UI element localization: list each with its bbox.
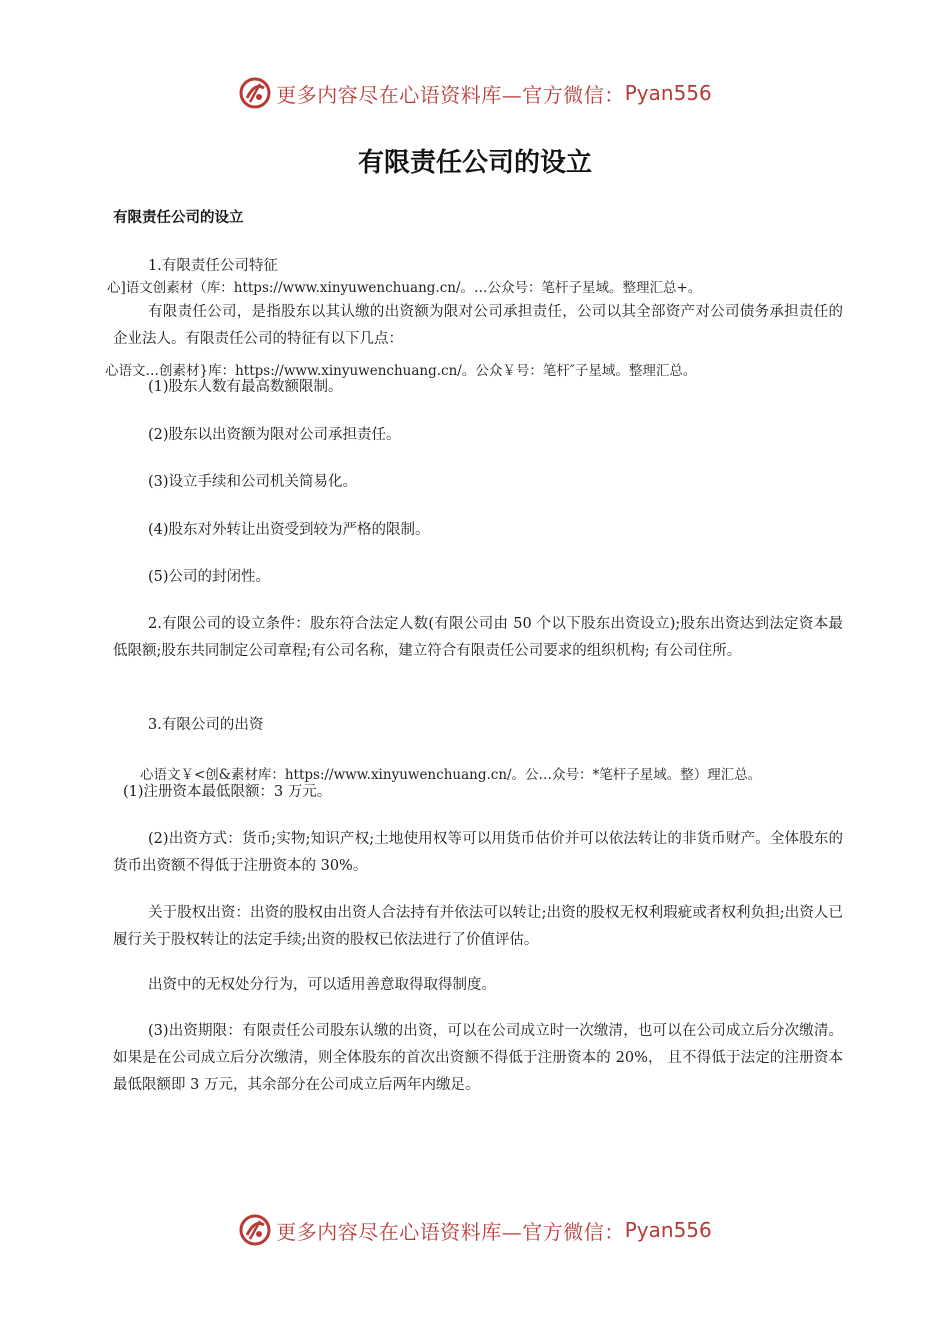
list-item: (1)股东人数有最高数额限制。	[148, 379, 343, 395]
watermark-line: 心]语文创素材（库：https://www.xinyuwenchuang.cn/。…公众号：笔杆子星域。整理汇总+。	[107, 280, 702, 296]
watermark-line: 心语文￥<创&素材库：https://www.xinyuwenchuang.cn/。公…众号：*笔杆子星域。整）理汇总。	[140, 767, 762, 783]
list-item: (5)公司的封闭性。	[148, 569, 271, 585]
page-title: 有限责任公司的设立	[357, 148, 592, 178]
paragraph-contribution-term: (3)出资期限：有限责任公司股东认缴的出资，可以在公司成立时一次缴清，也可以在公司成立后分次缴清。如果是在公司成立后分次缴清，则全体股东的首次出资额不得低于注册资本的 20%， 且不得低于法定的注册资本最低限额即 3 万元，其余部分在公司成立后两年内缴足。	[113, 1023, 843, 1093]
banner-text: 更多内容尽在心语资料库—官方微信：	[276, 1219, 625, 1244]
header-banner	[0, 73, 950, 113]
list-item: (4)股东对外转让出资受到较为严格的限制。	[148, 522, 430, 538]
paragraph-good-faith: 出资中的无权处分行为，可以适用善意取得取得制度。	[148, 977, 496, 993]
paragraph-conditions: 2.有限公司的设立条件：股东符合法定人数(有限公司由 50 个以下股东出资设立);股东出资达到法定资本最低限额;股东共同制定公司章程;有公司名称，建立符合有限责任公司要求的组织机构; 有公司住所。	[113, 616, 843, 659]
section-title: 有限责任公司的设立	[113, 210, 244, 226]
list-item: (2)股东以出资额为限对公司承担责任。	[148, 427, 401, 443]
section-3-heading: 3.有限公司的出资	[148, 717, 264, 733]
banner-text: 更多内容尽在心语资料库—官方微信：	[276, 82, 625, 107]
banner-account: Pyan556	[624, 1218, 712, 1242]
footer-banner	[0, 1210, 950, 1250]
list-item: (1)注册资本最低限额：3 万元。	[123, 784, 332, 800]
section-1-heading: 1.有限责任公司特征	[148, 258, 278, 274]
logo-icon	[238, 1213, 272, 1247]
logo-icon	[238, 76, 272, 110]
banner-account: Pyan556	[624, 81, 712, 105]
paragraph-definition: 有限责任公司，是指股东以其认缴的出资额为限对公司承担责任，公司以其全部资产对公司债务承担责任的企业法人。有限责任公司的特征有以下几点：	[113, 304, 843, 347]
paragraph-contribution-method: (2)出资方式：货币;实物;知识产权;土地使用权等可以用货币估价并可以依法转让的非货币财产。全体股东的货币出资额不得低于注册资本的 30%。	[113, 831, 843, 874]
paragraph-equity-contribution: 关于股权出资：出资的股权由出资人合法持有并依法可以转让;出资的股权无权利瑕疵或者权利负担;出资人已履行关于股权转让的法定手续;出资的股权已依法进行了价值评估。	[113, 905, 843, 948]
watermark-line: 心语文…创素材}库：https://www.xinyuwenchuang.cn/。公众￥号：笔杆″子星域。整理汇总。	[105, 363, 697, 379]
list-item: (3)设立手续和公司机关简易化。	[148, 474, 358, 490]
